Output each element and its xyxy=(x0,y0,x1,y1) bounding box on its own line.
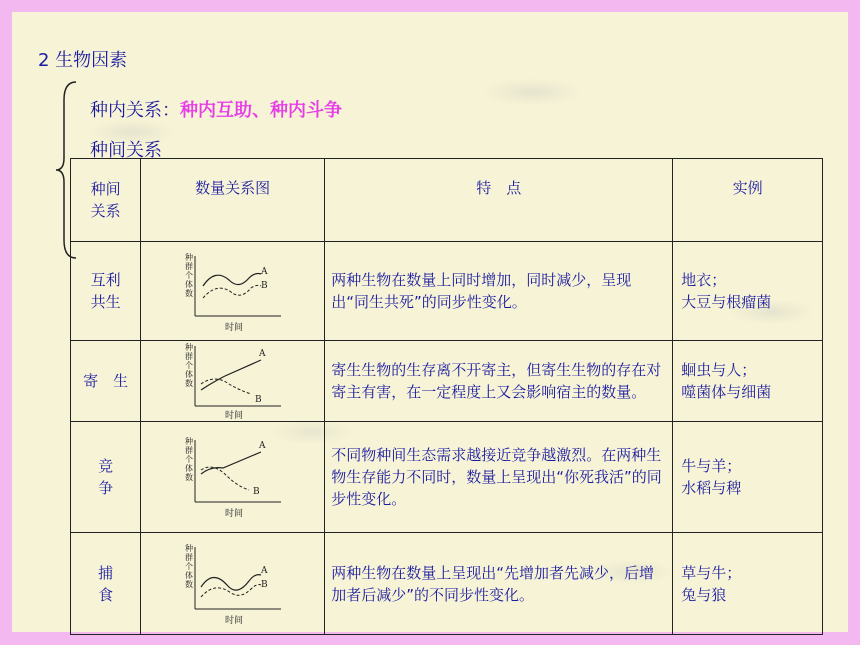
series-b-label: B xyxy=(260,579,268,590)
y-axis-label: 种群个体数 xyxy=(184,343,193,388)
competition-graph xyxy=(173,434,293,520)
example-cell xyxy=(673,533,823,635)
table-row xyxy=(71,533,823,635)
header-relation-text: 种间 关系 xyxy=(90,180,121,220)
series-a-label: A xyxy=(260,267,268,277)
relation-name: 捕 食 xyxy=(98,563,114,604)
relation-cell xyxy=(71,242,141,341)
relation-name: 寄 生 xyxy=(83,372,129,390)
example-text: 蛔虫与人； 噬菌体与细菌 xyxy=(681,361,772,401)
header-relation xyxy=(71,159,141,242)
example-cell xyxy=(673,242,823,341)
slide xyxy=(12,12,848,632)
intraspecific-relation xyxy=(90,96,342,122)
graph-cell xyxy=(141,422,325,533)
feature-cell: 两种生物在数量上呈现出“先增加者先减少，后增加者后减少”的不同步性变化。 xyxy=(325,533,673,635)
section-heading: 2 生物因素 xyxy=(38,50,128,71)
header-feature: 特 点 xyxy=(325,159,673,242)
table-row xyxy=(71,341,823,422)
series-a-label: A xyxy=(258,441,266,451)
table-row xyxy=(71,242,823,341)
y-axis-label: 种群个体数 xyxy=(184,437,193,482)
relation-name: 互利 共生 xyxy=(90,271,121,311)
series-a-label: A xyxy=(258,349,266,359)
x-axis-label: 时间 xyxy=(224,411,243,420)
predation-graph xyxy=(173,541,293,627)
series-b-label: B xyxy=(252,487,260,497)
relation-cell xyxy=(71,533,141,635)
example-text: 牛与羊； 水稻与稗 xyxy=(681,457,742,497)
header-example: 实例 xyxy=(673,159,823,242)
feature-cell: 寄生生物的生存离不开寄主，但寄生生物的存在对寄主有害，在一定程度上又会影响宿主的数量。 xyxy=(325,341,673,422)
parasitism-graph xyxy=(173,342,293,420)
relation-cell xyxy=(71,422,141,533)
example-cell xyxy=(673,422,823,533)
mutualism-graph xyxy=(173,246,293,336)
relation-name: 竞 争 xyxy=(98,457,114,497)
feature-cell: 两种生物在数量上同时增加，同时减少，呈现出“同生共死”的同步性变化。 xyxy=(325,242,673,341)
intraspecific-label: 种内关系： xyxy=(90,100,180,121)
y-axis-label: 种群个体数 xyxy=(184,543,193,589)
interspecific-label: 种间关系 xyxy=(90,140,162,161)
example-text: 地衣； 大豆与根瘤菌 xyxy=(681,271,772,311)
series-a-label: A xyxy=(260,565,268,576)
series-b-label: B xyxy=(254,395,262,405)
example-text: 草与牛； 兔与狼 xyxy=(681,563,742,604)
feature-cell: 不同物种间生态需求越接近竞争越激烈。在两种生物生存能力不同时，数量上呈现出“你死我活”的同步性变化。 xyxy=(325,422,673,533)
example-cell xyxy=(673,341,823,422)
relation-table xyxy=(70,158,823,635)
relation-cell xyxy=(71,341,141,422)
series-b-label: B xyxy=(260,281,268,291)
x-axis-label: 时间 xyxy=(224,615,243,626)
x-axis-label: 时间 xyxy=(224,509,243,519)
intraspecific-value: 种内互助、种内斗争 xyxy=(180,100,342,121)
table-header-row xyxy=(71,159,823,242)
x-axis-label: 时间 xyxy=(224,323,243,333)
graph-cell xyxy=(141,533,325,635)
y-axis-label: 种群个体数 xyxy=(184,253,193,298)
graph-cell xyxy=(141,242,325,341)
graph-cell xyxy=(141,341,325,422)
header-graph: 数量关系图 xyxy=(141,159,325,242)
table-row xyxy=(71,422,823,533)
